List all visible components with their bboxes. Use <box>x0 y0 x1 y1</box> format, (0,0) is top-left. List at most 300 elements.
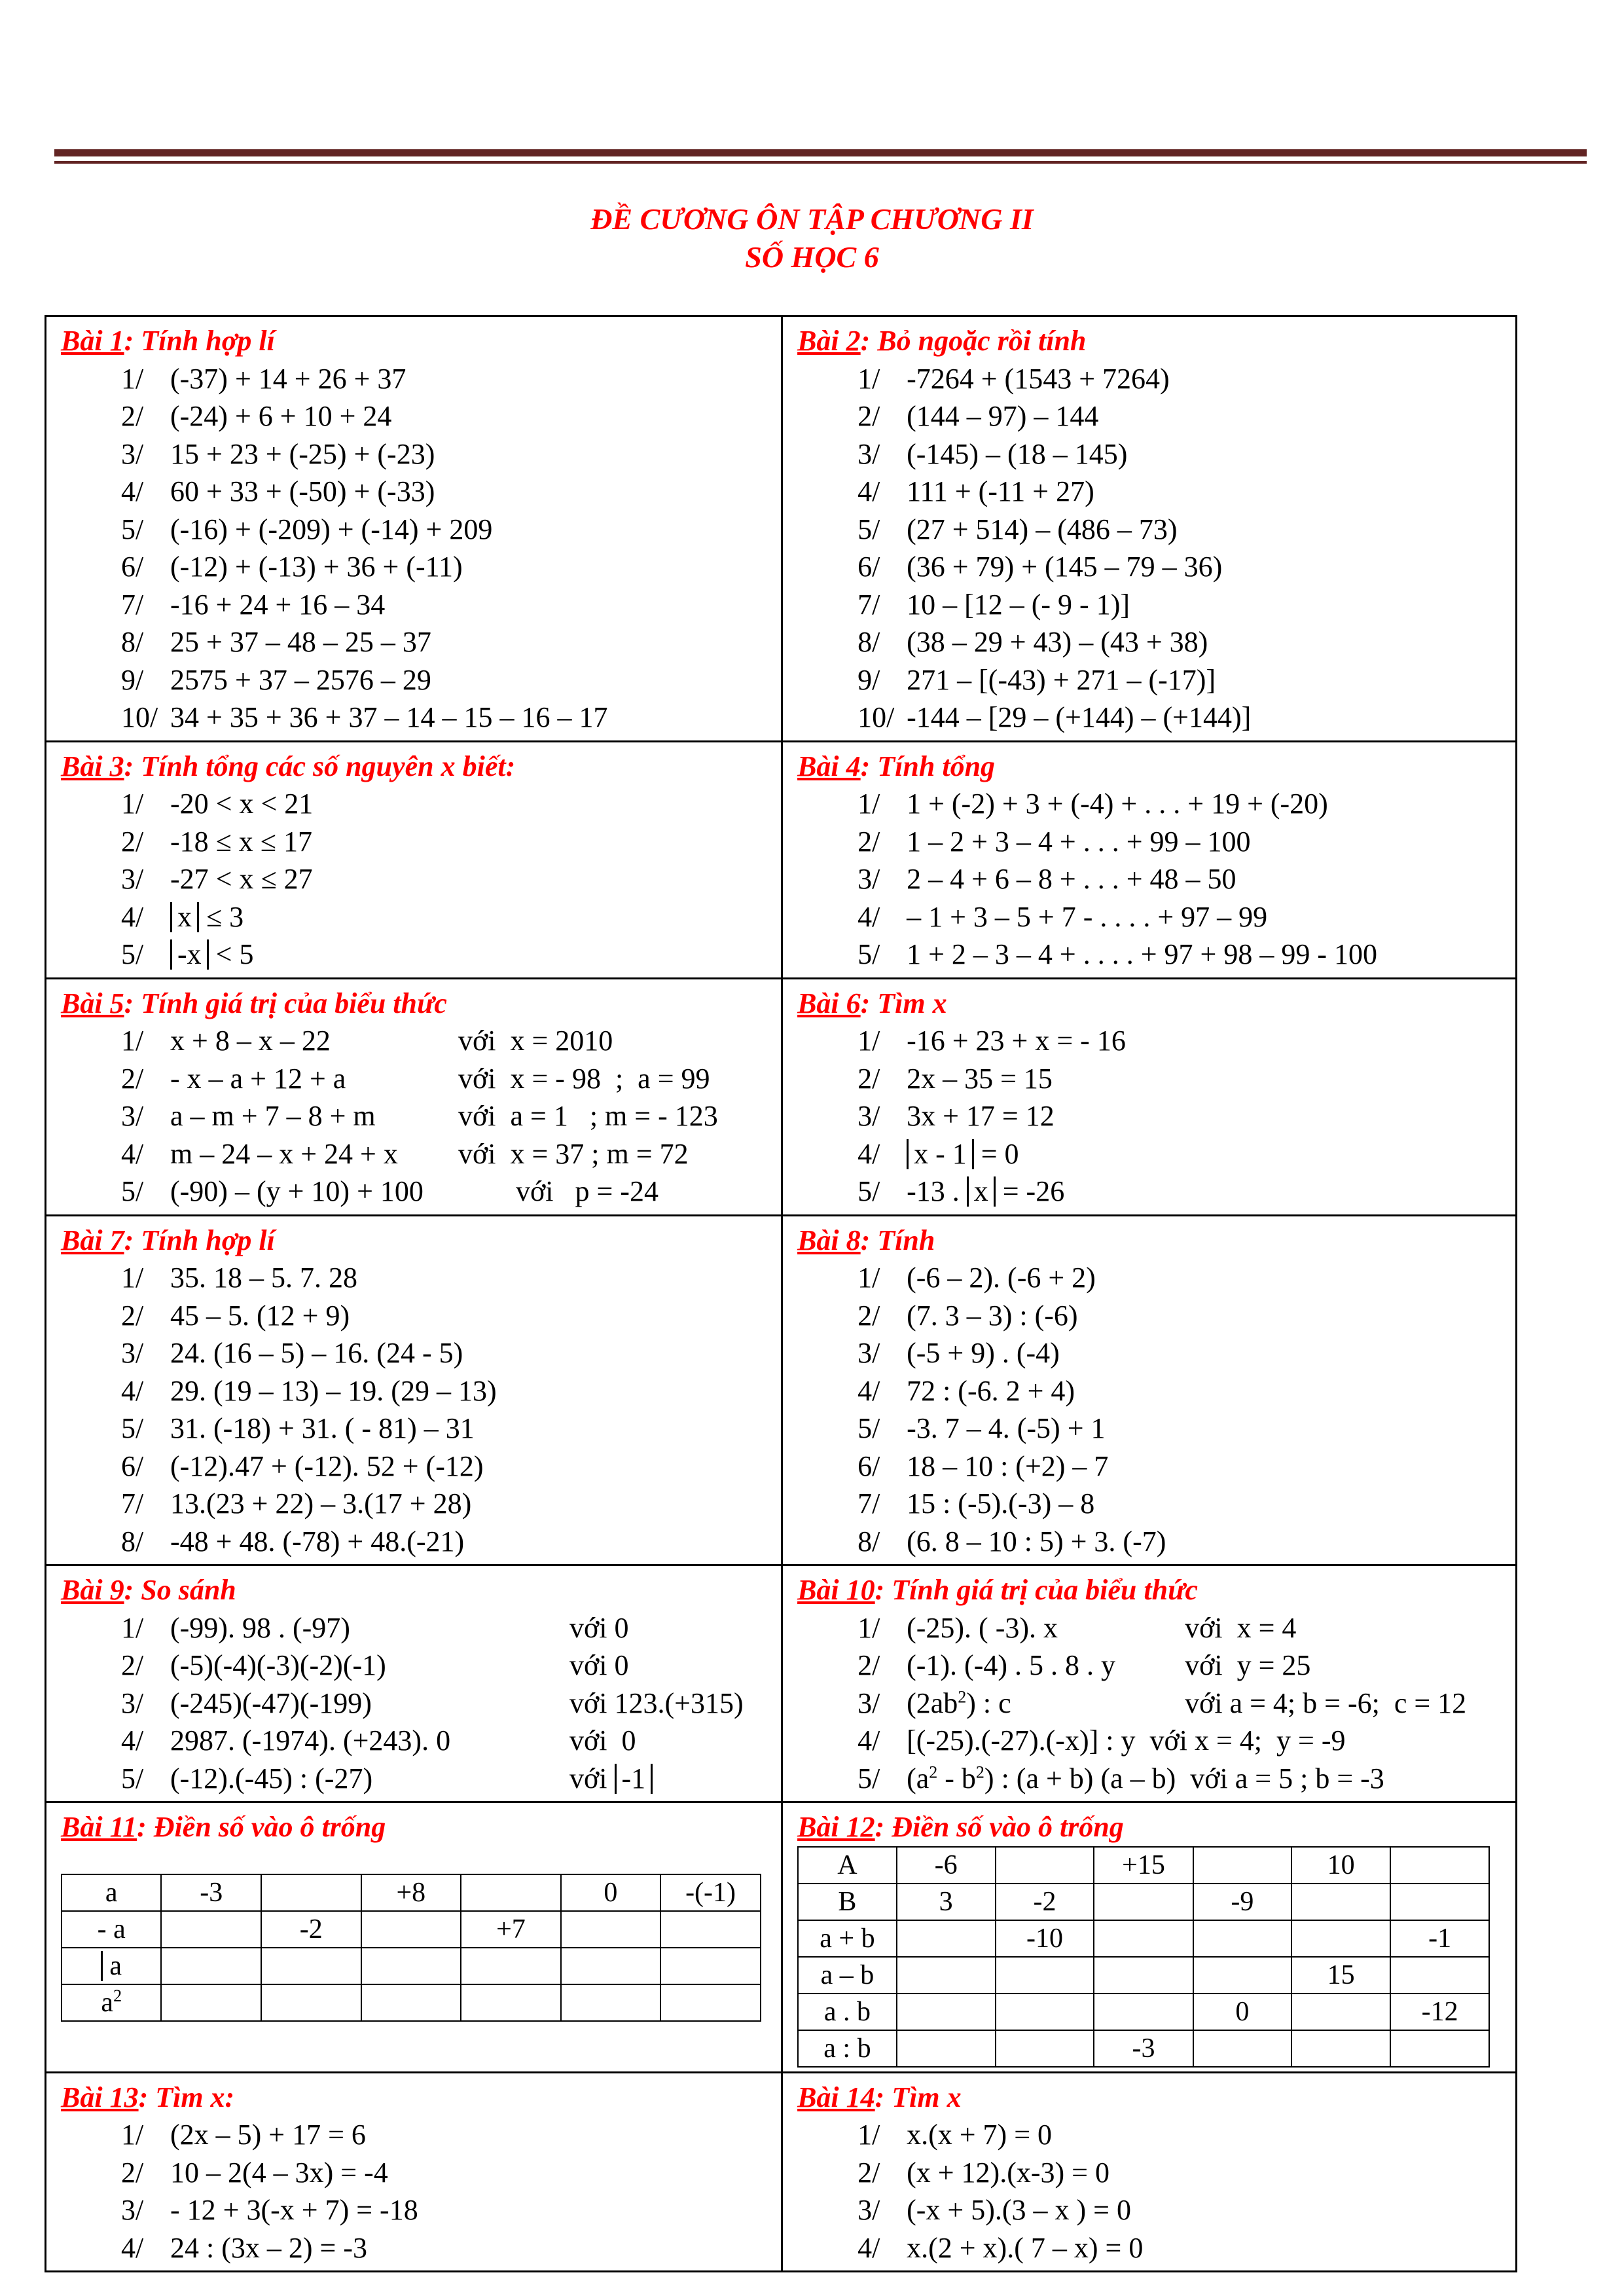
list-item <box>797 1609 1507 1647</box>
list-item: 4/ x ≤ 3 <box>121 900 244 933</box>
exercise-5 <box>46 978 782 1215</box>
fill-table-12 <box>797 1846 1490 2068</box>
list-item: 4/ x - 1 = 0 <box>857 1137 1019 1170</box>
table-cell <box>1291 1994 1390 2030</box>
list-item <box>61 1259 773 1297</box>
absolute-value: x - 1 <box>907 1139 974 1169</box>
table-cell: -2 <box>996 1884 1094 1920</box>
item-number: 2/ <box>857 2156 880 2189</box>
item-expression: (-25). ( -3). x <box>907 1611 1058 1644</box>
table-cell: +7 <box>461 1911 561 1948</box>
item-number: 8/ <box>121 1525 144 1558</box>
item-expression: x + 8 – x – 22 <box>170 1025 331 1057</box>
table-cell <box>461 1984 561 2021</box>
item-expression: (-24) + 6 + 10 + 24 <box>170 400 392 432</box>
item-expression: 2 – 4 + 6 – 8 + . . . + 48 – 50 <box>907 863 1236 895</box>
item-number: 10/ <box>857 701 895 733</box>
item-number: 6/ <box>857 1449 880 1482</box>
table-cell <box>996 1994 1094 2030</box>
item-number: 4/ <box>121 1137 144 1170</box>
item-condition: với x = 2010 <box>458 1025 613 1057</box>
item-number: 9/ <box>121 663 144 696</box>
exercise-number: Bài 14 <box>797 2081 875 2113</box>
list-item <box>61 1097 773 1135</box>
table-cell <box>660 1984 761 2021</box>
list-item <box>61 860 773 898</box>
table-cell <box>1193 1847 1292 1884</box>
item-expression: 29. (19 – 13) – 19. (29 – 13) <box>170 1374 497 1407</box>
item-expression: 72 : (-6. 2 + 4) <box>907 1374 1075 1407</box>
item-expression: (2x – 5) + 17 = 6 <box>170 2119 366 2151</box>
table-row <box>62 1874 761 1911</box>
table-cell: 10 <box>1291 1847 1390 1884</box>
table-cell: -9 <box>1193 1884 1292 1920</box>
table-cell: +8 <box>361 1874 461 1911</box>
item-number: 5/ <box>121 1412 144 1444</box>
item-expression: 18 – 10 : (+2) – 7 <box>907 1449 1109 1482</box>
item-number: 2/ <box>121 1649 144 1681</box>
table-cell <box>897 1920 996 1957</box>
table-cell <box>1291 2030 1390 2067</box>
item-number: 4/ <box>121 2231 144 2264</box>
list-item <box>61 1372 773 1410</box>
exercise-heading <box>797 322 1507 360</box>
list-item <box>797 823 1507 861</box>
absolute-value: x <box>967 1176 996 1207</box>
list-item: 5/ -13 . x = -26 <box>857 1175 1065 1207</box>
table-cell: B <box>798 1884 897 1920</box>
table-cell <box>161 1948 261 1984</box>
item-condition: với 0 <box>569 1649 629 1681</box>
list-item <box>61 661 773 699</box>
list-item <box>61 1609 773 1647</box>
item-number: 9/ <box>857 663 880 696</box>
list-item <box>61 1297 773 1335</box>
exercise-heading <box>61 2079 773 2117</box>
exercise-8 <box>782 1215 1517 1565</box>
item-number: 7/ <box>857 588 880 621</box>
list-item <box>797 473 1507 511</box>
item-expression: 35. 18 – 5. 7. 28 <box>170 1262 357 1294</box>
exercise-11 <box>46 1802 782 2073</box>
item-expression: 10 – 2(4 – 3x) = -4 <box>170 2156 388 2189</box>
exercise-number: Bài 1 <box>61 325 124 357</box>
list-item: 4/ [(-25).(-27).(-x)] : y với x = 4; y = -9 <box>857 1724 1346 1757</box>
exercise-heading <box>61 1222 773 1260</box>
item-number: 2/ <box>121 825 144 858</box>
item-number: 6/ <box>121 551 144 583</box>
table-cell <box>897 2030 996 2067</box>
exercise-number: Bài 12 <box>797 1811 875 1843</box>
list-item <box>61 1334 773 1372</box>
item-condition: với a = 1 ; m = - 123 <box>458 1100 718 1132</box>
item-number: 3/ <box>121 1100 144 1132</box>
exercise-number: Bài 8 <box>797 1224 861 1256</box>
item-number: 4/ <box>121 1724 144 1757</box>
item-expression: (6. 8 – 10 : 5) + 3. (-7) <box>907 1525 1166 1558</box>
item-expression: -16 + 23 + x = - 16 <box>907 1025 1126 1057</box>
list-item <box>61 1523 773 1561</box>
exercise-number: Bài 10 <box>797 1574 875 1606</box>
absolute-value: x <box>170 902 199 932</box>
item-number: 6/ <box>857 551 880 583</box>
table-cell <box>261 1874 361 1911</box>
absolute-value: -x <box>170 939 209 970</box>
item-number: 4/ <box>857 2231 880 2264</box>
page-title: ĐỀ CƯƠNG ÔN TẬP CHƯƠNG II <box>590 202 1034 236</box>
item-expression: 45 – 5. (12 + 9) <box>170 1299 350 1332</box>
list-item: 5/ (-12).(-45) : (-27) với -1 <box>61 1760 773 1798</box>
table-cell <box>996 1847 1094 1884</box>
list-item <box>61 1410 773 1448</box>
item-number: 2/ <box>121 1299 144 1332</box>
item-number: 3/ <box>121 437 144 470</box>
list-item <box>61 1022 773 1060</box>
item-condition: với p = -24 <box>458 1175 659 1207</box>
exercise-title: : Tìm x: <box>138 2081 235 2113</box>
list-item <box>61 1135 773 1173</box>
table-cell: -(-1) <box>660 1874 761 1911</box>
item-number: 3/ <box>857 437 880 470</box>
exercise-7 <box>46 1215 782 1565</box>
item-number: 1/ <box>857 1025 880 1057</box>
item-expression: (-5)(-4)(-3)(-2)(-1) <box>170 1649 386 1681</box>
exercise-3 <box>46 741 782 978</box>
list-item <box>797 2191 1507 2229</box>
list-item <box>61 2154 773 2192</box>
exercise-heading <box>797 2079 1507 2117</box>
table-row <box>798 1994 1489 2030</box>
item-expression: (-99). 98 . (-97) <box>170 1611 350 1644</box>
item-number: 2/ <box>857 1299 880 1332</box>
item-expression: (-90) – (y + 10) + 100 <box>170 1175 424 1207</box>
exercise-title: : Bỏ ngoặc rồi tính <box>860 325 1087 357</box>
item-expression: 111 + (-11 + 27) <box>907 475 1094 507</box>
item-number: 5/ <box>857 513 880 545</box>
table-cell: -12 <box>1390 1994 1489 2030</box>
exercise-number: Bài 4 <box>797 750 861 782</box>
table-cell: -10 <box>996 1920 1094 1957</box>
exercise-number: Bài 9 <box>61 1574 124 1606</box>
table-cell <box>660 1948 761 1984</box>
item-expression: 13.(23 + 22) – 3.(17 + 28) <box>170 1487 472 1520</box>
item-expression: – 1 + 3 – 5 + 7 - . . . . + 97 – 99 <box>907 900 1268 933</box>
exercise-number: Bài 11 <box>61 1811 137 1843</box>
table-cell <box>897 1957 996 1994</box>
item-number: 3/ <box>121 863 144 895</box>
exercise-number: Bài 6 <box>797 987 861 1019</box>
item-number: 3/ <box>121 1686 144 1719</box>
exercise-number: Bài 2 <box>797 325 861 357</box>
table-cell: a <box>62 1874 161 1911</box>
list-item <box>797 1647 1507 1685</box>
item-expression: (36 + 79) + (145 – 79 – 36) <box>907 551 1223 583</box>
item-number: 4/ <box>857 475 880 507</box>
list-item <box>61 1685 773 1722</box>
list-item <box>797 435 1507 473</box>
item-number: 5/ <box>121 1175 144 1207</box>
table-cell <box>561 1911 660 1948</box>
list-item <box>61 1448 773 1485</box>
table-cell <box>361 1948 461 1984</box>
table-cell: $a^2$ <box>62 1984 161 2021</box>
exercise-13 <box>46 2072 782 2272</box>
list-item <box>61 1173 773 1211</box>
exercise-title: : Tìm x <box>875 2081 962 2113</box>
item-number: 4/ <box>121 475 144 507</box>
item-number: 1/ <box>857 1611 880 1644</box>
exercise-number: Bài 5 <box>61 987 124 1019</box>
item-expression: (-12) + (-13) + 36 + (-11) <box>170 551 463 583</box>
item-number: 1/ <box>121 1025 144 1057</box>
item-number: 1/ <box>857 1262 880 1294</box>
item-number: 3/ <box>857 1100 880 1132</box>
table-cell: A <box>798 1847 897 1884</box>
table-cell: -6 <box>897 1847 996 1884</box>
item-number: 5/ <box>121 513 144 545</box>
list-item <box>797 1259 1507 1297</box>
list-item <box>61 360 773 398</box>
item-number: 5/ <box>857 938 880 970</box>
item-expression: (-145) – (18 – 145) <box>907 437 1128 470</box>
exercise-1 <box>46 316 782 742</box>
item-expression: 15 + 23 + (-25) + (-23) <box>170 437 435 470</box>
list-item <box>61 1647 773 1685</box>
list-item <box>61 473 773 511</box>
list-item <box>797 1448 1507 1485</box>
exercise-6 <box>782 978 1517 1215</box>
list-item <box>797 785 1507 823</box>
item-number: 2/ <box>121 400 144 432</box>
list-item <box>61 699 773 737</box>
exercise-number: Bài 13 <box>61 2081 139 2113</box>
table-cell: a . b <box>798 1994 897 2030</box>
table-cell: 0 <box>561 1874 660 1911</box>
exponent: 2 <box>113 1986 122 2005</box>
item-expression: (-1). (-4) . 5 . 8 . y <box>907 1649 1115 1681</box>
table-cell <box>996 1957 1094 1994</box>
table-cell <box>1193 2030 1292 2067</box>
list-item <box>61 2191 773 2229</box>
list-item <box>797 360 1507 398</box>
list-item <box>61 397 773 435</box>
item-number: 1/ <box>121 362 144 395</box>
item-expression: 1 + (-2) + 3 + (-4) + . . . + 19 + (-20) <box>907 788 1328 820</box>
item-expression: (-5 + 9) . (-4) <box>907 1337 1060 1369</box>
exercise-number: Bài 7 <box>61 1224 124 1256</box>
exercise-title: : Điền số vào ô trống <box>137 1811 386 1843</box>
table-row <box>798 1957 1489 1994</box>
list-item: 3/ $(2ab^2)$ : c với a = 4; b = -6; c = 12 <box>857 1686 1467 1719</box>
list-item <box>797 936 1507 974</box>
exercise-title: : Điền số vào ô trống <box>875 1811 1124 1843</box>
header-rule-thin <box>54 161 1587 164</box>
table-cell: 0 <box>1193 1994 1292 2030</box>
list-item <box>797 1297 1507 1335</box>
table-cell <box>62 1948 161 1984</box>
item-expression: 24 : (3x – 2) = -3 <box>170 2231 367 2264</box>
table-cell <box>561 1948 660 1984</box>
table-cell: -1 <box>1390 1920 1489 1957</box>
item-expression: a – m + 7 – 8 + m <box>170 1100 376 1132</box>
exercise-heading <box>61 748 773 786</box>
list-item <box>797 1372 1507 1410</box>
header-rule-thick <box>54 149 1587 156</box>
item-number: 3/ <box>857 2194 880 2226</box>
table-cell <box>1390 1847 1489 1884</box>
item-number: 8/ <box>121 626 144 658</box>
item-expression: (x + 12).(x-3) = 0 <box>907 2156 1110 2189</box>
exercise-10 <box>782 1565 1517 1802</box>
item-expression: 2575 + 37 – 2576 – 29 <box>170 663 431 696</box>
exercise-title: : So sánh <box>124 1574 236 1606</box>
item-expression: -27 < x ≤ 27 <box>170 863 313 895</box>
table-cell <box>161 1911 261 1948</box>
exercise-number: Bài 3 <box>61 750 124 782</box>
exercise-title: : Tìm x <box>860 987 947 1019</box>
exercise-title: : Tính hợp lí <box>124 325 275 357</box>
table-cell <box>1193 1957 1292 1994</box>
list-item <box>797 2229 1507 2267</box>
table-cell: -2 <box>261 1911 361 1948</box>
item-expression: (-16) + (-209) + (-14) + 209 <box>170 513 493 545</box>
table-cell <box>1094 1957 1193 1994</box>
item-number: 5/ <box>857 1412 880 1444</box>
table-cell: a : b <box>798 2030 897 2067</box>
item-number: 1/ <box>121 1262 144 1294</box>
exercise-heading <box>797 985 1507 1023</box>
item-expression: 25 + 37 – 48 – 25 – 37 <box>170 626 431 658</box>
exercise-9 <box>46 1565 782 1802</box>
exercise-heading <box>61 322 773 360</box>
item-number: 2/ <box>857 1062 880 1095</box>
list-item <box>797 623 1507 661</box>
item-expression: -3. 7 – 4. (-5) + 1 <box>907 1412 1106 1444</box>
list-item <box>61 623 773 661</box>
table-cell <box>361 1911 461 1948</box>
table-row <box>798 2030 1489 2067</box>
item-expression: - 12 + 3(-x + 7) = -18 <box>170 2194 418 2226</box>
item-number: 1/ <box>857 788 880 820</box>
item-expression: 34 + 35 + 36 + 37 – 14 – 15 – 16 – 17 <box>170 701 608 733</box>
list-item <box>797 1022 1507 1060</box>
item-number: 8/ <box>857 1525 880 1558</box>
list-item <box>61 586 773 624</box>
item-expression: (-245)(-47)(-199) <box>170 1686 372 1719</box>
item-expression: 271 – [(-43) + 271 – (-17)] <box>907 663 1216 696</box>
table-cell <box>1094 1920 1193 1957</box>
exercise-14 <box>782 2072 1517 2272</box>
item-number: 2/ <box>121 2156 144 2189</box>
item-number: 4/ <box>121 1374 144 1407</box>
table-cell <box>1094 1884 1193 1920</box>
exercise-grid <box>45 315 1517 2272</box>
item-expression: m – 24 – x + 24 + x <box>170 1137 398 1170</box>
item-expression: (144 – 97) – 144 <box>907 400 1099 432</box>
list-item <box>61 1060 773 1098</box>
list-item <box>797 1410 1507 1448</box>
table-row <box>798 1847 1489 1884</box>
item-number: 3/ <box>121 2194 144 2226</box>
exercise-title: : Tính giá trị của biểu thức <box>875 1574 1198 1606</box>
table-cell <box>660 1911 761 1948</box>
table-cell <box>461 1874 561 1911</box>
list-item <box>797 699 1507 737</box>
list-item <box>61 823 773 861</box>
table-cell <box>261 1948 361 1984</box>
item-number: 2/ <box>857 1649 880 1681</box>
table-row <box>62 1911 761 1948</box>
table-cell <box>1291 1920 1390 1957</box>
item-expression: (7. 3 – 3) : (-6) <box>907 1299 1078 1332</box>
item-number: 1/ <box>121 2119 144 2151</box>
item-number: 2/ <box>857 400 880 432</box>
absolute-value: -1 <box>615 1764 653 1794</box>
absolute-value: a <box>101 1951 122 1981</box>
list-item <box>797 1523 1507 1561</box>
table-cell <box>1291 1884 1390 1920</box>
table-cell <box>261 1984 361 2021</box>
table-cell <box>561 1984 660 2021</box>
exercise-heading <box>61 1571 773 1609</box>
table-cell <box>1390 2030 1489 2067</box>
exercise-title: : Tính giá trị của biểu thức <box>124 987 447 1019</box>
exercise-4 <box>782 741 1517 978</box>
list-item: 5/ -x < 5 <box>121 938 254 970</box>
item-expression: 2x – 35 = 15 <box>907 1062 1053 1095</box>
table-cell: -3 <box>1094 2030 1193 2067</box>
item-expression: -20 < x < 21 <box>170 788 314 820</box>
exercise-2 <box>782 316 1517 742</box>
item-expression: x.(2 + x).( 7 – x) = 0 <box>907 2231 1144 2264</box>
list-item <box>797 548 1507 586</box>
item-number: 1/ <box>857 362 880 395</box>
table-cell <box>461 1948 561 1984</box>
exercise-heading <box>61 985 773 1023</box>
table-cell <box>1193 1920 1292 1957</box>
table-row <box>798 1884 1489 1920</box>
table-cell: a + b <box>798 1920 897 1957</box>
item-expression: (-6 – 2). (-6 + 2) <box>907 1262 1096 1294</box>
exercise-12 <box>782 1802 1517 2073</box>
item-expression: -18 ≤ x ≤ 17 <box>170 825 312 858</box>
table-cell <box>1390 1884 1489 1920</box>
list-item <box>797 1334 1507 1372</box>
table-cell: - a <box>62 1911 161 1948</box>
list-item <box>61 511 773 549</box>
item-condition: với y = 25 <box>1185 1649 1311 1681</box>
list-item <box>61 2116 773 2154</box>
fill-table-11 <box>61 1874 761 2022</box>
exercise-title: : Tính tổng các số nguyên x biết: <box>124 750 516 782</box>
item-expression: (-37) + 14 + 26 + 37 <box>170 362 406 395</box>
table-cell: 3 <box>897 1884 996 1920</box>
list-item <box>797 2116 1507 2154</box>
item-expression: -7264 + (1543 + 7264) <box>907 362 1170 395</box>
item-expression: (-x + 5).(3 – x ) = 0 <box>907 2194 1131 2226</box>
table-row <box>798 1920 1489 1957</box>
item-number: 6/ <box>121 1449 144 1482</box>
table-cell: 15 <box>1291 1957 1390 1994</box>
item-expression: 1 + 2 – 3 – 4 + . . . . + 97 + 98 – 99 - 100 <box>907 938 1377 970</box>
item-number: 10/ <box>121 701 158 733</box>
list-item <box>797 898 1507 936</box>
item-condition: với 0 <box>569 1611 629 1644</box>
exercise-title: : Tính hợp lí <box>124 1224 275 1256</box>
item-condition: với x = - 98 ; a = 99 <box>458 1062 710 1095</box>
table-cell <box>361 1984 461 2021</box>
table-cell <box>996 2030 1094 2067</box>
